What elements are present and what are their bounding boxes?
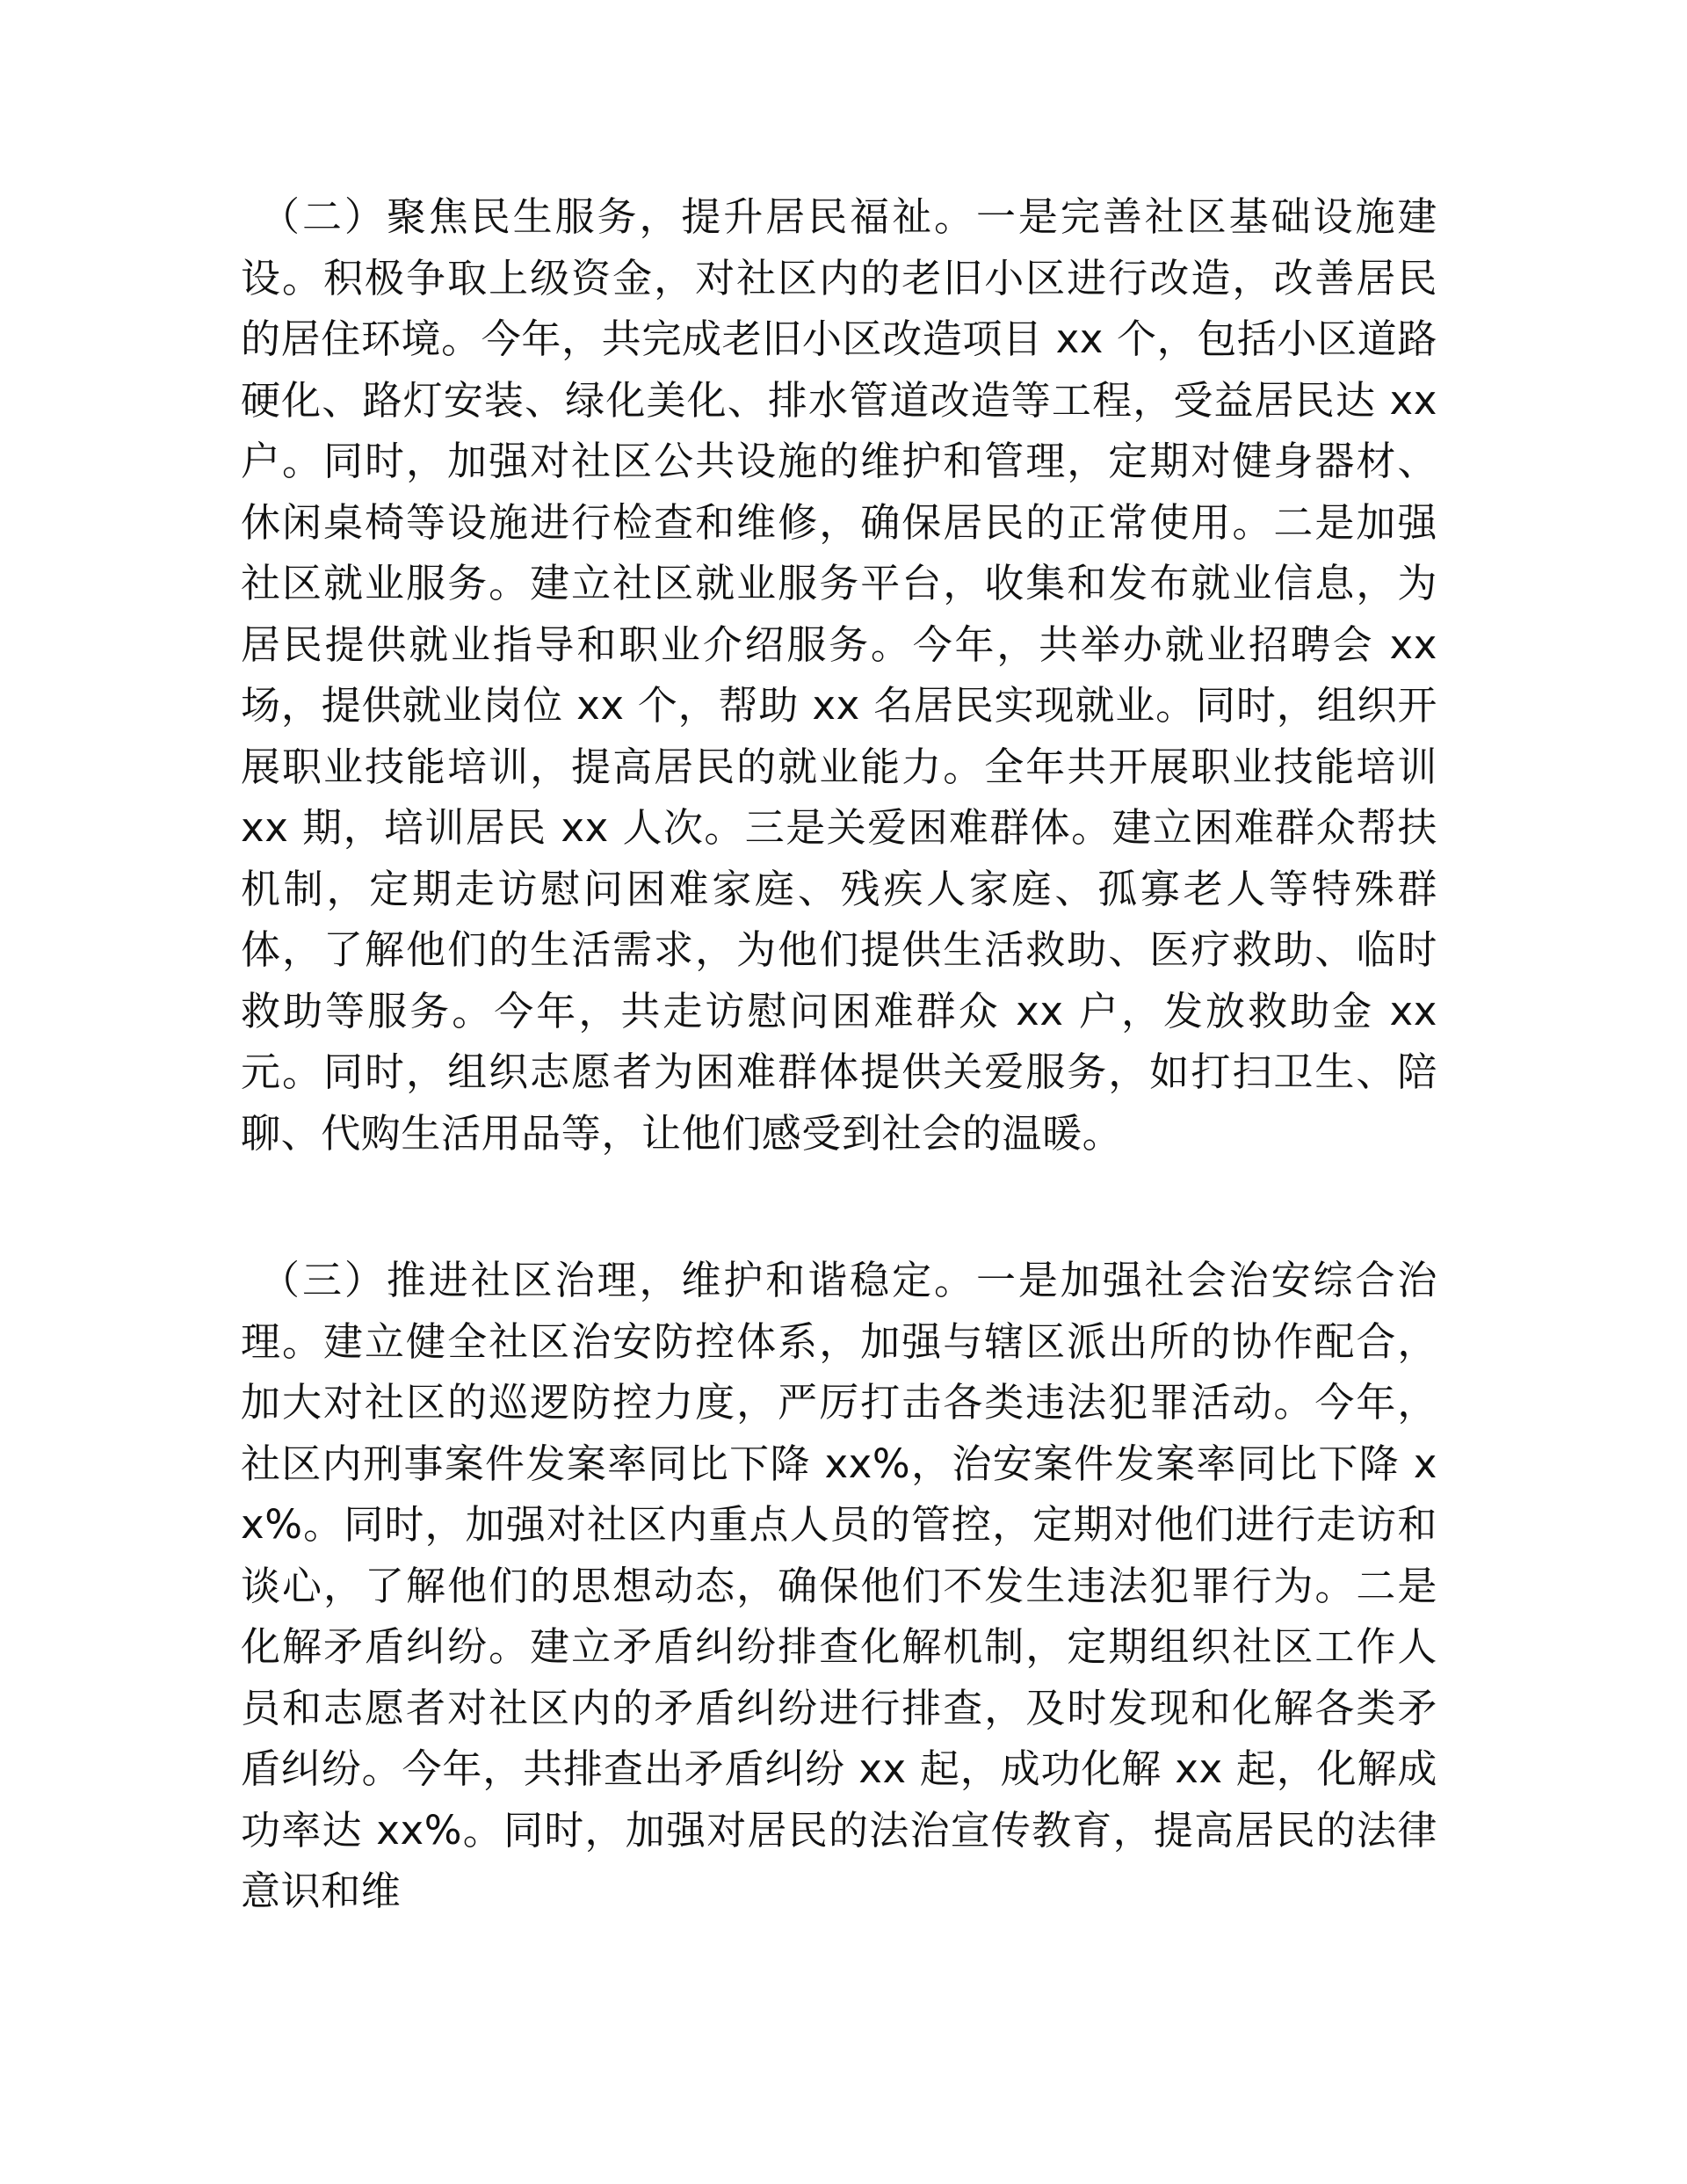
paragraph-livelihood-services: （二）聚焦民生服务，提升居民福祉。一是完善社区基础设施建设。积极争取上级资金，对社区内的老旧小区进行改造，改善居民的居住环境。今年，共完成老旧小区改造项目 xx 个，包括小区道路硬化、路灯安装、绿化美化、排水管道改造等工程，受益居民达 xx 户。同时，加强对社区公共设施的维护和管理，定期对健身器材、休闲桌椅等设施进行检查和维修，确保居民的正常使用。二是加强社区就业服务。建立社区就业服务平台，收集和发布就业信息，为居民提供就业指导和职业介绍服务。今年，共举办就业招聘会 xx 场，提供就业岗位 xx 个，帮助 xx 名居民实现就业。同时，组织开展职业技能培训，提高居民的就业能力。全年共开展职业技能培训 xx 期，培训居民 xx 人次。三是关爱困难群体。建立困难群众帮扶机制，定期走访慰问困难家庭、残疾人家庭、孤寡老人等特殊群体，了解他们的生活需求，为他们提供生活救助、医疗救助、临时救助等服务。今年，共走访慰问困难群众 xx 户，发放救助金 xx 元。同时，组织志愿者为困难群体提供关爱服务，如打扫卫生、陪聊、代购生活用品等，让他们感受到社会的温暖。 <box>241 193 1437 1157</box>
paragraph-community-governance: （三）推进社区治理，维护和谐稳定。一是加强社会治安综合治理。建立健全社区治安防控体系，加强与辖区派出所的协作配合，加大对社区的巡逻防控力度，严厉打击各类违法犯罪活动。今年，社区内刑事案件发案率同比下降 xx%，治安案件发案率同比下降 xx%。同时，加强对社区内重点人员的管控，定期对他们进行走访和谈心，了解他们的思想动态，确保他们不发生违法犯罪行为。二是化解矛盾纠纷。建立矛盾纠纷排查化解机制，定期组织社区工作人员和志愿者对社区内的矛盾纠纷进行排查，及时发现和化解各类矛盾纠纷。今年，共排查出矛盾纠纷 xx 起，成功化解 xx 起，化解成功率达 xx%。同时，加强对居民的法治宣传教育，提高居民的法律意识和维 <box>241 1257 1437 1914</box>
